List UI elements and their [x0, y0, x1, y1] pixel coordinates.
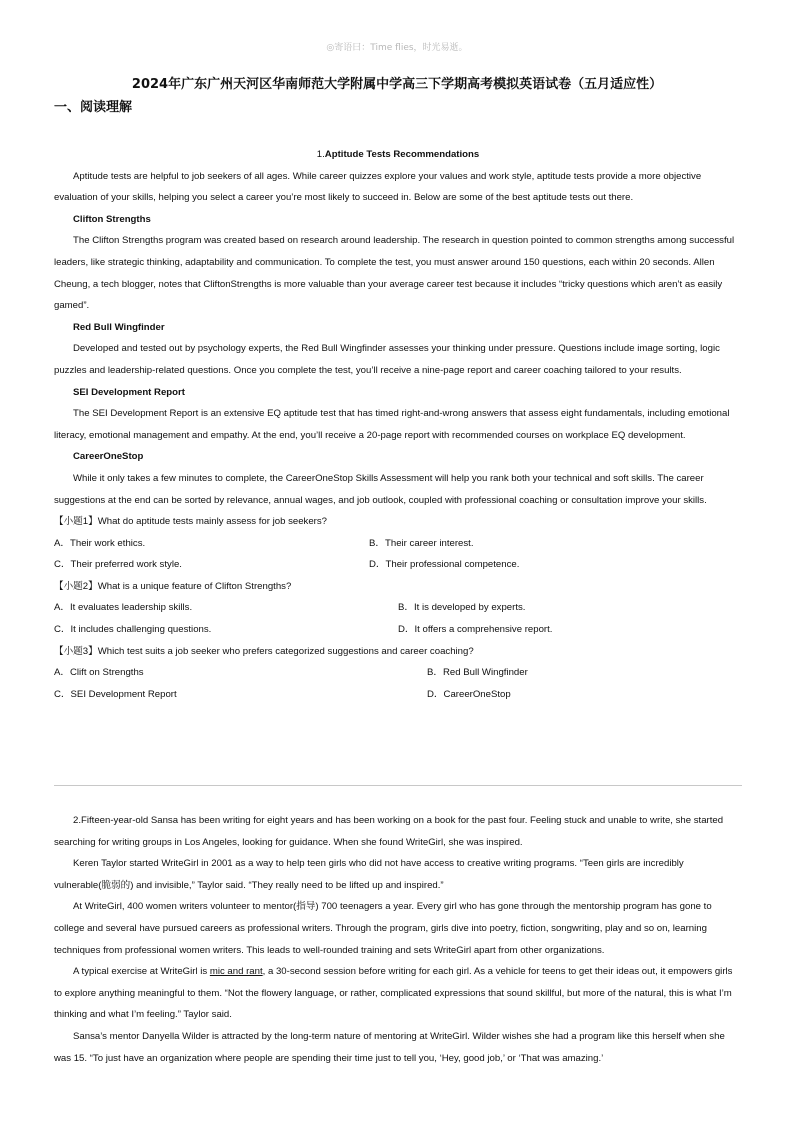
- question-3-option-b[interactable]: B．Red Bull Wingfinder: [427, 667, 528, 679]
- passage-2-paragraph-5: Sansa’s mentor Danyella Wilder is attracted by the long-term nature of mentoring at WriteGirl. Wilder wishes she had a program like this herself when she was 15. “To just have an organization where people are spending their time just to tell you, ‘Hey, good job,’ or ‘That was amazing.’: [54, 1030, 725, 1064]
- question-2-option-a[interactable]: A．It evaluates leadership skills.: [54, 602, 193, 614]
- question-2-option-d[interactable]: D．It offers a comprehensive report.: [398, 624, 553, 636]
- question-3-options-row-2: [54, 684, 742, 706]
- question-2-stem: 【小题2】What is a unique feature of Clifton Strengths?: [54, 580, 292, 592]
- passage-2-paragraph-2: Keren Taylor started WriteGirl in 2001 as a way to help teen girls who did not have access to creative writing programs. “Teen girls are incredibly vulnerable(脆弱的) and invisible,” Taylor said. “They really need to be lifted up and inspired.”: [54, 858, 684, 891]
- passage-1-title-text: Aptitude Tests Recommendations: [324, 149, 480, 160]
- section-heading-redbull: Red Bull Wingfinder: [73, 321, 165, 333]
- question-2-option-b[interactable]: B．It is developed by experts.: [398, 602, 526, 614]
- question-1-options-row-2: [54, 554, 742, 576]
- question-3-option-a[interactable]: A．Clift on Strengths: [54, 667, 144, 679]
- question-3-stem: 【小题3】Which test suits a job seeker who prefers categorized suggestions and career coaching?: [54, 645, 474, 657]
- question-1-option-c[interactable]: C．Their preferred work style.: [54, 559, 182, 571]
- passage-2-paragraph-4-start: A typical exercise at WriteGirl is: [73, 966, 210, 978]
- section-text-redbull: Developed and tested out by psychology experts, the Red Bull Wingfinder assesses your thinking under pressure. Questions include image sorting, logic puzzles and leadership-related questions. Once you complete the test, you’ll receive a nine-page report and career coaching tailored to your results.: [54, 343, 720, 376]
- passage-2-paragraph-4: [54, 961, 742, 1026]
- question-2-option-c[interactable]: C．It includes challenging questions.: [54, 624, 212, 636]
- document-title: 2024年广东广州天河区华南师范大学附属中学高三下学期高考模拟英语试卷（五月适应性）: [131, 77, 663, 92]
- passage-1: [54, 144, 742, 705]
- section-heading-sei: SEI Development Report: [73, 386, 185, 398]
- question-1-option-b[interactable]: B．Their career interest.: [369, 537, 474, 549]
- passage-divider: [54, 785, 742, 786]
- passage-2-paragraph-4-end: , a 30-second session before writing for each girl. As a vehicle for teens to get their ideas out, it empowers girls to explore anything meaningful to them. “Not the flowery language, or rather, complicated expressions that sound skillful, but more of the natural, this is what I’m thinking and what I’m feeling.” Taylor said.: [54, 966, 733, 1021]
- header-note: ◎寄语曰：Time flies，时光易逝。: [326, 43, 468, 53]
- section-text-sei: The SEI Development Report is an extensive EQ aptitude test that has timed right-and-wrong answers that assess eight fundamentals, including emotional literacy, emotional management and empathy. At the end, you’ll receive a 20-page report with recommended courses on workplace EQ development.: [54, 408, 730, 441]
- passage-1-intro: Aptitude tests are helpful to job seekers of all ages. While career quizzes explore your values and work style, aptitude tests provide a more objective evaluation of your skills, helping you select a career you’re most likely to succeed in. Below are some of the best aptitude tests out there.: [54, 170, 702, 204]
- passage-2-paragraph-1: 2.Fifteen-year-old Sansa has been writing for eight years and has been working on a book for the past four. Feeling stuck and unable to write, she started searching for writing groups in Los Angeles, looking for guidance. When she found WriteGirl, she was inspired.: [54, 815, 724, 848]
- question-3-options-row-1: [54, 662, 742, 684]
- passage-1-number: 1.: [316, 149, 325, 160]
- question-2-options-row-1: [54, 597, 742, 619]
- section-text-careeronestop: While it only takes a few minutes to complete, the CareerOneStop Skills Assessment will help you rank both your technical and soft skills. The career suggestions at the end can be sorted by relevance, annual wages, and job outlook, coupled with professional coaching or consultation improve your skills.: [54, 472, 707, 506]
- passage-2: [54, 810, 742, 1069]
- question-3-option-d[interactable]: D．CareerOneStop: [427, 688, 511, 700]
- question-2-options-row-2: [54, 619, 742, 641]
- question-3-option-c[interactable]: C．SEI Development Report: [54, 688, 177, 700]
- question-1-option-d[interactable]: D．Their professional competence.: [369, 559, 520, 571]
- question-1-options-row-1: [54, 533, 742, 555]
- underlined-phrase-mic-and-rant: mic and rant: [209, 966, 263, 978]
- section-heading-clifton: Clifton Strengths: [73, 213, 151, 225]
- question-1-option-a[interactable]: A．Their work ethics.: [54, 537, 146, 549]
- section-heading-careeronestop: CareerOneStop: [73, 451, 144, 463]
- passage-2-paragraph-3: At WriteGirl, 400 women writers volunteer to mentor(指导) 700 teenagers a year. Every girl who has gone through the mentorship program has gone to college and several have pursued careers as professional writers. Through the program, girls dive into poetry, fiction, songwriting, play and so on, learning techniques from professional women writers. This leads to well-rounded training and sets WriteGirl apart from other organizations.: [54, 901, 712, 956]
- section-heading: 一、阅读理解: [54, 100, 133, 115]
- question-1-stem: 【小题1】What do aptitude tests mainly assess for job seekers?: [54, 516, 328, 528]
- section-text-clifton: The Clifton Strengths program was created based on research around leadership. The research in question pointed to common strengths among successful leaders, like strategic thinking, adaptability and communication. To complete the test, you must answer around 150 questions, each within 20 seconds. Allen Cheung, a tech blogger, notes that CliftonStrengths is more valuable than your average career test because it includes “tricky questions which aren’t as easily gamed”.: [54, 235, 735, 312]
- passage-1-title: [54, 144, 742, 166]
